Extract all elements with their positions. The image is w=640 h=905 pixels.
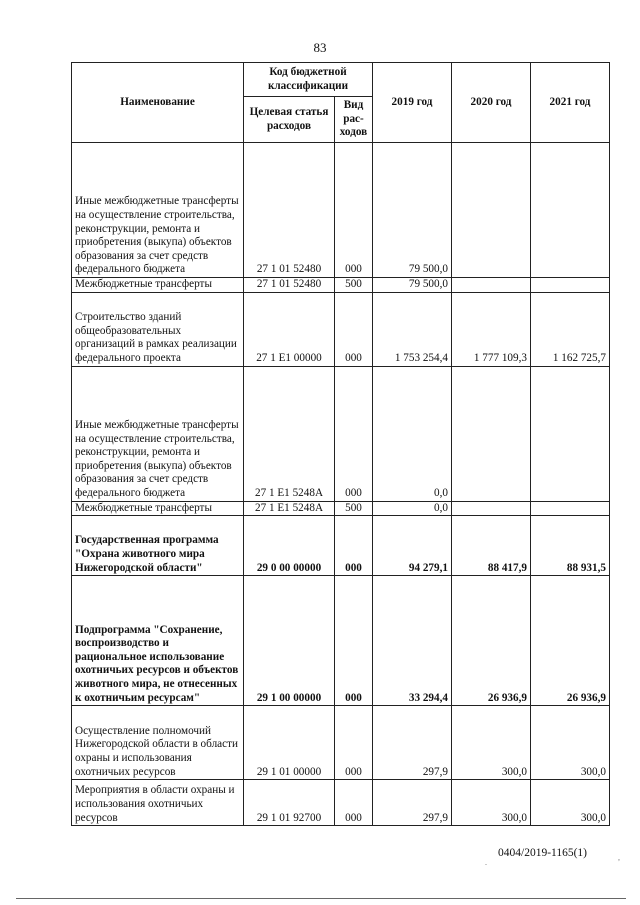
row-2020: 26 936,9 [452,576,531,706]
row-type: 000 [335,706,373,780]
row-name: Государственная программа "Охрана животного мира Нижегородской области" [72,516,244,576]
scan-mark: . [485,858,487,867]
row-2019: 297,9 [373,780,452,826]
page-edge-line [16,898,626,899]
header-target-article: Целевая статья расходов [244,97,335,143]
table-row [72,780,610,826]
header-expense-type: Вид рас-ходов [335,97,373,143]
row-code: 29 1 01 00000 [244,706,335,780]
row-2019: 1 753 254,4 [373,292,452,366]
row-2021: 1 162 725,7 [531,292,610,366]
row-2021: 26 936,9 [531,576,610,706]
row-type: 000 [335,576,373,706]
row-type: 000 [335,143,373,278]
row-2020 [452,143,531,278]
budget-table [71,62,610,826]
table-row [72,706,610,780]
table-row [72,516,610,576]
row-name: Подпрограмма "Сохранение, воспроизводство и рациональное использование охотничьих ресурсов и объектов животного мира, не отнесенных к охотничьим ресурсам" [72,576,244,706]
row-name: Иные межбюджетные трансферты на осуществление строительства, реконструкции, ремонта и приобретения (выкупа) объектов образования за счет средств федерального бюджета [72,143,244,278]
row-2019: 79 500,0 [373,278,452,293]
page-number: 83 [313,40,327,55]
row-code: 29 1 00 00000 [244,576,335,706]
row-2020: 300,0 [452,706,531,780]
header-2020: 2020 год [452,63,531,143]
row-2019: 0,0 [373,366,452,501]
row-2020: 88 417,9 [452,516,531,576]
row-2021 [531,501,610,516]
row-type: 500 [335,501,373,516]
row-code: 27 1 01 52480 [244,143,335,278]
table-row [72,143,610,278]
row-name: Межбюджетные трансферты [72,501,244,516]
row-2021 [531,278,610,293]
row-code: 27 1 01 52480 [244,278,335,293]
row-type: 000 [335,292,373,366]
scan-mark: , [618,853,620,862]
row-name: Мероприятия в области охраны и использования охотничьих ресурсов [72,780,244,826]
table-row [72,501,610,516]
row-name: Межбюджетные трансферты [72,278,244,293]
row-2019: 94 279,1 [373,516,452,576]
header-2021: 2021 год [531,63,610,143]
row-type: 000 [335,780,373,826]
row-2019: 0,0 [373,501,452,516]
row-2021: 88 931,5 [531,516,610,576]
table-row [72,278,610,293]
row-2019: 79 500,0 [373,143,452,278]
row-code: 27 1 E1 5248A [244,366,335,501]
row-2020 [452,501,531,516]
header-2019: 2019 год [373,63,452,143]
row-name: Строительство зданий общеобразовательных организаций в рамках реализации федерального проекта [72,292,244,366]
row-type: 500 [335,278,373,293]
row-name: Иные межбюджетные трансферты на осуществление строительства, реконструкции, ремонта и приобретения (выкупа) объектов образования за счет средств федерального бюджета [72,366,244,501]
table-row [72,366,610,501]
row-2021: 300,0 [531,780,610,826]
row-name: Осуществление полномочий Нижегородской области в области охраны и использования охотничьих ресурсов [72,706,244,780]
row-2021 [531,143,610,278]
document-code: 0404/2019-1165(1) [498,847,588,859]
table-row [72,576,610,706]
header-classification: Код бюджетной классификации [244,63,373,97]
row-2021: 300,0 [531,706,610,780]
row-2020 [452,366,531,501]
row-type: 000 [335,366,373,501]
row-code: 27 1 E1 5248A [244,501,335,516]
row-2020 [452,278,531,293]
header-name: Наименование [72,63,244,143]
row-code: 29 0 00 00000 [244,516,335,576]
row-2019: 297,9 [373,706,452,780]
row-2020: 1 777 109,3 [452,292,531,366]
table-row [72,292,610,366]
row-type: 000 [335,516,373,576]
row-code: 29 1 01 92700 [244,780,335,826]
header-row-1 [72,63,610,97]
row-2019: 33 294,4 [373,576,452,706]
row-2021 [531,366,610,501]
row-2020: 300,0 [452,780,531,826]
row-code: 27 1 E1 00000 [244,292,335,366]
